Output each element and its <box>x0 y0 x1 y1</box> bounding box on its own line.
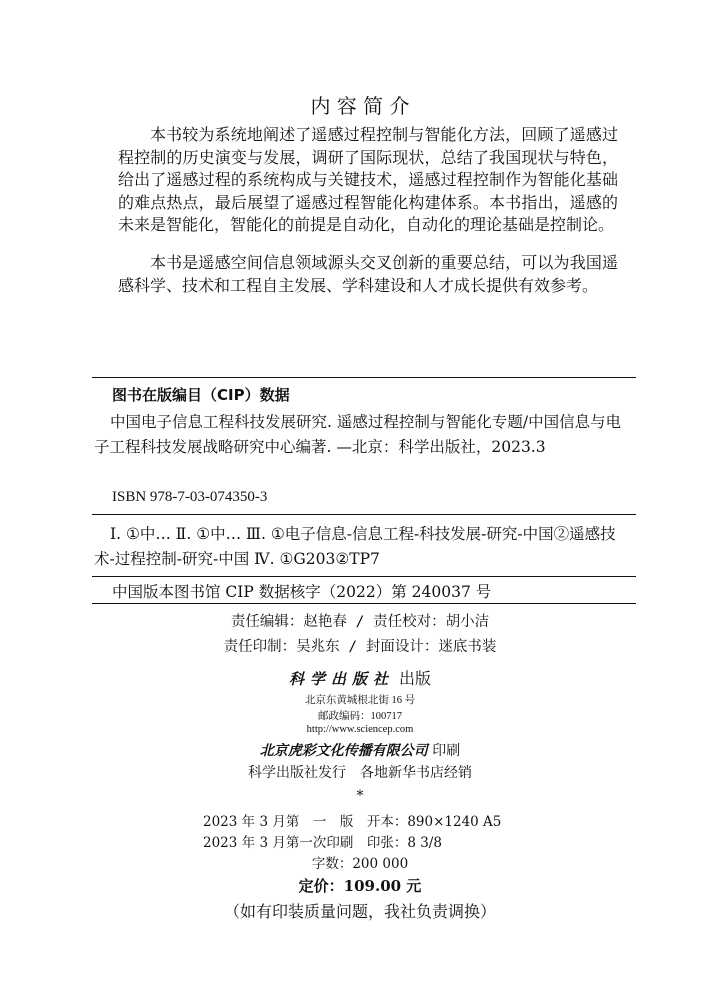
printer-name: 北京虎彩文化传播有限公司 <box>259 743 428 759</box>
cip-bottom-divider <box>92 603 636 604</box>
page-title: 内 容 简 介 <box>310 94 410 118</box>
publisher-postcode: 邮政编码：100717 <box>318 711 402 722</box>
credits-line-1: 责任编辑：赵艳春 / 责任校对：胡小洁 <box>230 614 490 630</box>
publisher-seal-name: 科学出版社 <box>288 670 394 688</box>
publisher-action: 出版 <box>399 669 432 688</box>
publisher-line <box>0 666 720 689</box>
cip-heading: 图书在版编目（CIP）数据 <box>112 386 290 404</box>
cip-middle-divider <box>92 514 636 515</box>
edition-line-2: 2023 年 3 月第一次印刷 印张：8 3/8 <box>203 835 442 851</box>
summary-paragraph-2: 本书是遥感空间信息领域源头交叉创新的重要总结，可以为我国遥感科学、技术和工程自主发展、学科建设和人才成长提供有效参考。 <box>118 253 618 295</box>
publisher-website: http://www.sciencep.com <box>306 724 414 735</box>
price: 定价：109.00 元 <box>298 877 422 895</box>
printer-line <box>0 740 720 760</box>
cip-classification: Ⅰ. ①中… Ⅱ. ①中… Ⅲ. ①电子信息-信息工程-科技发展-研究-中国②遥感技术-过程控制-研究-中国 Ⅳ. ①G203②TP7 <box>94 525 616 568</box>
quality-notice: （如有印装质量问题，我社负责调换） <box>223 902 496 921</box>
credits-line-2: 责任印制：吴兆东 / 封面设计：迷底书装 <box>223 639 497 655</box>
publisher-address: 北京东黄城根北街 16 号 <box>304 695 416 706</box>
summary-paragraph-1: 本书较为系统地阐述了遥感过程控制与智能化方法，回顾了遥感过程控制的历史演变与发展，调研了国际现状，总结了我国现状与特色，给出了遥感过程的系统构成与关键技术，遥感过程控制作为智能化基础的难点热点，最后展望了遥感过程智能化构建体系。本书指出，遥感的未来是智能化，智能化的前提是自动化，自动化的理论基础是控制论。 <box>118 125 618 234</box>
distribution-line: 科学出版社发行 各地新华书店经销 <box>248 765 472 781</box>
cip-record-number: 中国版本图书馆 CIP 数据核字（2022）第 240037 号 <box>112 583 492 601</box>
edition-line-1: 2023 年 3 月第 一 版 开本：890×1240 A5 <box>203 814 502 830</box>
word-count: 字数：200 000 <box>311 856 409 872</box>
cip-record-top-divider <box>92 576 636 577</box>
cip-top-divider <box>92 377 636 378</box>
printer-action: 印刷 <box>432 743 461 759</box>
separator-star: * <box>356 788 364 804</box>
isbn: ISBN 978-7-03-074350-3 <box>112 489 268 505</box>
cip-description: 中国电子信息工程科技发展研究. 遥感过程控制与智能化专题/中国信息与电子工程科技发展战略研究中心编著. —北京：科学出版社，2023.3 <box>94 413 622 456</box>
